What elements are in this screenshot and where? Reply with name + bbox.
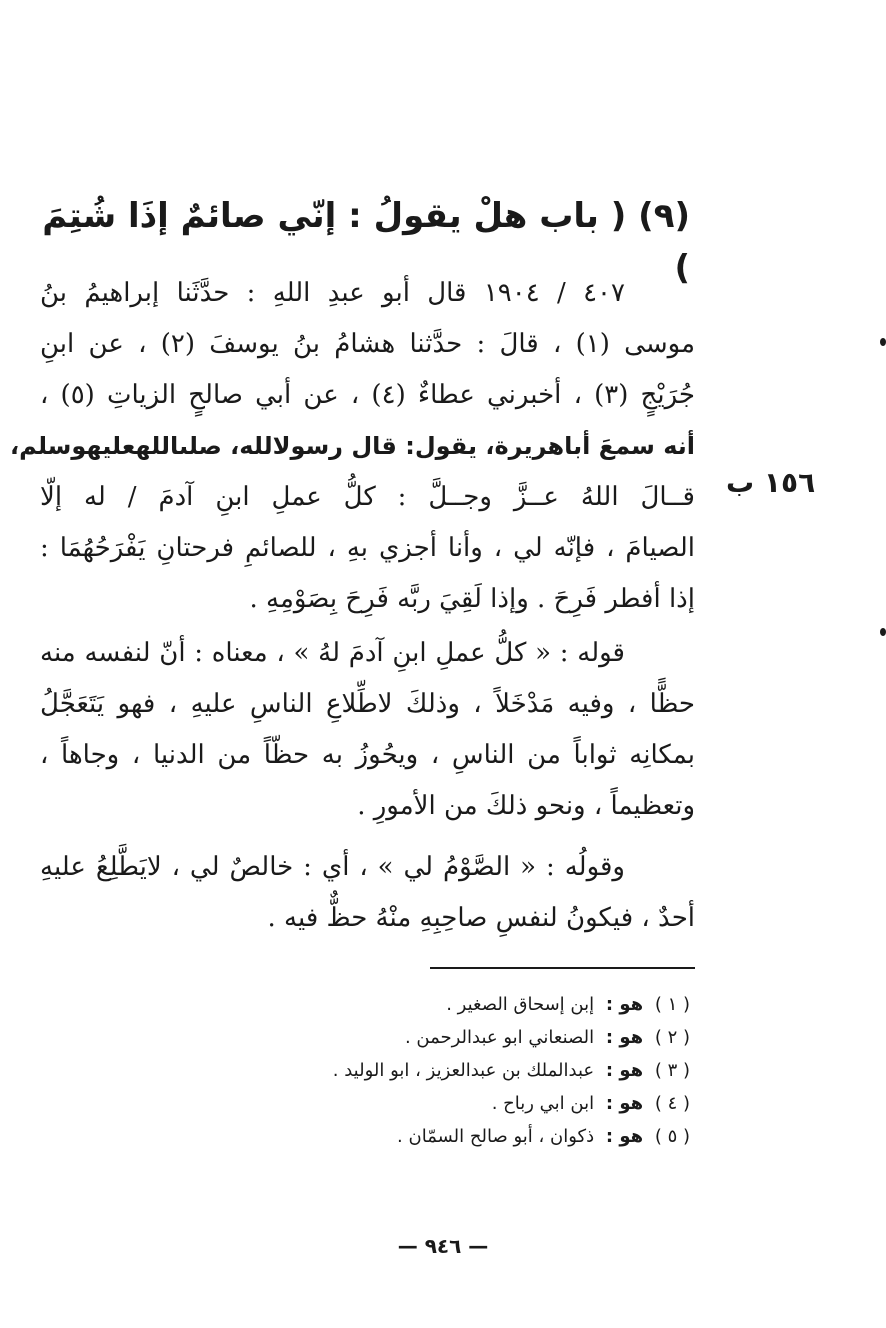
footnote-text: الصنعاني ابو عبدالرحمن . xyxy=(404,1027,595,1048)
footnote-text: ذكوان ، أبو صالح السمّان . xyxy=(397,1126,595,1147)
footnote-text: عبدالملك بن عبدالعزيز ، ابو الوليد . xyxy=(332,1060,595,1081)
footnote-label: هو : xyxy=(605,994,644,1015)
footnote-item xyxy=(200,1021,690,1054)
hadith-line: ٤٠٧ / ١٩٠٤ قال أبو عبدِ اللهِ : حدَّثَنا إبراهيمُ بنُ xyxy=(40,278,625,308)
hadith-line: الصيامَ ، فإنّه لي ، وأنا أجزي بهِ ، للصائمِ فرحتانِ يَفْرَحُهُمَا : xyxy=(40,533,695,563)
footnote-item xyxy=(200,988,690,1021)
page-number: — ٩٤٦ — xyxy=(397,1234,489,1258)
manuscript-folio-note: ١٥٦ ب xyxy=(726,466,816,499)
hadith-line: قــالَ اللهُ عــزَّ وجــلَّ : كلُّ عملِ ابنِ آدمَ / له إلّا xyxy=(40,482,695,512)
footnote-label: هو : xyxy=(605,1093,644,1114)
commentary-line: وتعظيماً ، ونحو ذلكَ من الأمورِ . xyxy=(357,791,695,821)
footnote-item xyxy=(200,1054,690,1087)
footnote-number: ( ٤ ) xyxy=(654,1093,690,1114)
hadith-line: جُرَيْجٍ (٣) ، أخبرني عطاءٌ (٤) ، عن أبي صالحٍ الزياتِ (٥) ، xyxy=(40,380,695,410)
footnote-number: ( ٥ ) xyxy=(654,1126,690,1147)
footnote-number: ( ٣ ) xyxy=(654,1060,690,1081)
commentary-line: حظًّا ، وفيه مَدْخَلاً ، وذلكَ لاطِّلاعِ الناسِ عليهِ ، فهو يَتَعَجَّلُ xyxy=(40,689,695,719)
footnote-label: هو : xyxy=(605,1027,644,1048)
chapter-heading: (٩) ( باب هلْ يقولُ : إنّي صائمٌ إذَا شُتِمَ ) xyxy=(42,196,690,288)
footnote-number: ( ٢ ) xyxy=(654,1027,690,1048)
footnote-divider xyxy=(430,967,695,969)
commentary-line: وقولُه : « الصَّوْمُ لي » ، أي : خالصٌ لي ، لايَطَّلِعُ عليهِ xyxy=(40,852,625,882)
commentary-line: قوله : « كلُّ عملِ ابنِ آدمَ لهُ » ، معناه : أنّ لنفسه منه xyxy=(40,638,625,668)
hadith-line: أنه سمعَ أباهريرة، يقول: قال رسولالله، صلىاللهعليهوسلم، xyxy=(10,432,695,460)
footnote-text: إبن إسحاق الصغير . xyxy=(446,994,595,1015)
footnote-number: ( ١ ) xyxy=(654,994,690,1015)
commentary-paragraph xyxy=(40,628,695,832)
hadith-line: إذا أفطر فَرِحَ . وإذا لَقِيَ ربَّه فَرِحَ بِصَوْمِهِ . xyxy=(249,584,695,614)
footnote-label: هو : xyxy=(605,1060,644,1081)
edge-mark xyxy=(880,338,886,346)
footnote-item xyxy=(200,1087,690,1120)
edge-mark xyxy=(880,628,886,636)
commentary-line: بمكانِه ثواباً من الناسِ ، ويحُوزُ به حظّاً من الدنيا ، وجاهاً ، xyxy=(40,740,695,770)
footnote-item xyxy=(200,1120,690,1153)
commentary-paragraph xyxy=(40,842,695,944)
hadith-line: موسى (١) ، قالَ : حدَّثنا هشامُ بنُ يوسفَ (٢) ، عن ابنِ xyxy=(40,329,695,359)
footnotes xyxy=(200,988,690,1153)
commentary-line: أحدٌ ، فيكونُ لنفسِ صاحِبِهِ منْهُ حظٌّ فيه . xyxy=(267,903,695,933)
footnote-label: هو : xyxy=(605,1126,644,1147)
hadith-text xyxy=(10,268,695,625)
footnote-text: ابن ابي رباح . xyxy=(491,1093,595,1114)
